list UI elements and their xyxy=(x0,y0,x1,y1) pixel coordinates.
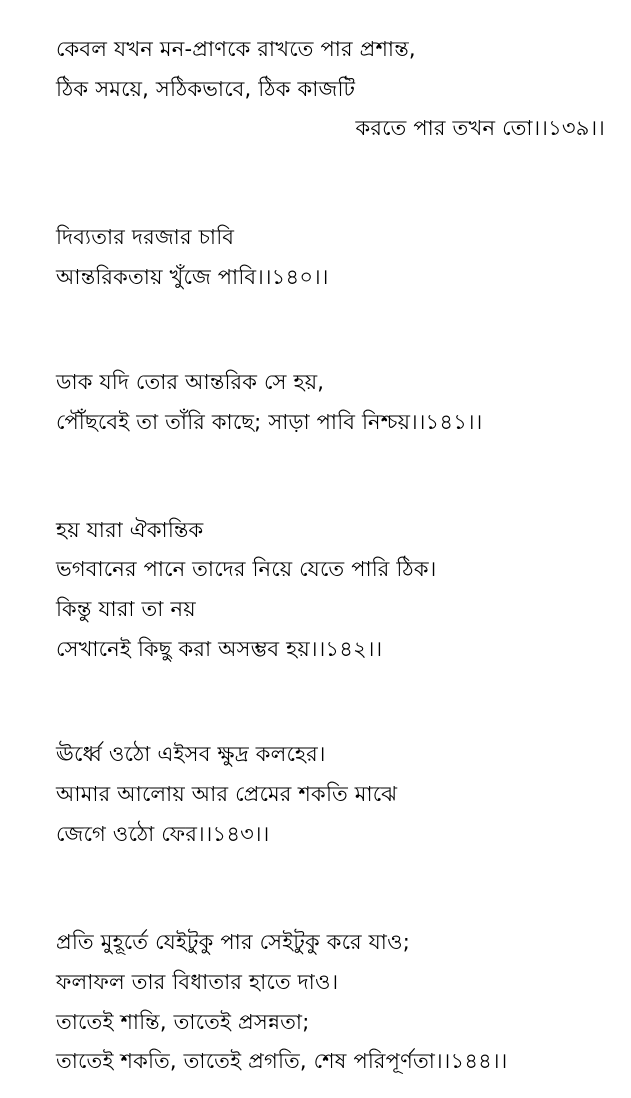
verse-142-line-4: সেখানেই কিছু করা অসম্ভব হয়।।১৪২।। xyxy=(56,637,383,661)
verse-142-line-1: হয় যারা ঐকান্তিক xyxy=(56,518,204,542)
verse-143-line-3: জেগে ওঠো ফের।।১৪৩।। xyxy=(56,822,270,846)
verse-144-line-1: প্রতি মুহূর্তে যেইটুকু পার সেইটুকু করে যাও; xyxy=(56,930,411,954)
verse-144-line-4: তাতেই শকতি, তাতেই প্রগতি, শেষ পরিপূর্ণতা।।১৪৪।। xyxy=(56,1049,508,1073)
verse-139-line-3: করতে পার তখন তো।।১৩৯।। xyxy=(355,116,605,140)
verse-142-line-2: ভগবানের পানে তাদের নিয়ে যেতে পারি ঠিক। xyxy=(56,557,437,581)
verse-142-line-3: কিন্তু যারা তা নয় xyxy=(56,597,196,621)
verse-144-line-3: তাতেই শান্তি, তাতেই প্রসন্নতা; xyxy=(56,1010,310,1034)
verse-140-line-1: দিব্যতার দরজার চাবি xyxy=(56,225,235,249)
verse-139-line-2: ঠিক সময়ে, সঠিকভাবে, ঠিক কাজটি xyxy=(56,77,356,101)
verse-141-line-2: পৌঁছবেই তা তাঁরি কাছে; সাড়া পাবি নিশ্চয়।।১৪১।। xyxy=(56,410,483,434)
verse-143-line-1: ঊর্ধ্বে ওঠো এইসব ক্ষুদ্র কলহের। xyxy=(56,742,326,766)
verse-139-line-1: কেবল যখন মন-প্রাণকে রাখতে পার প্রশান্ত, xyxy=(56,37,416,61)
verse-141-line-1: ডাক যদি তোর আন্তরিক সে হয়, xyxy=(56,370,325,394)
verse-144-line-2: ফলাফল তার বিধাতার হাতে দাও। xyxy=(56,970,339,994)
verse-140-line-2: আন্তরিকতায় খুঁজে পাবি।।১৪০।। xyxy=(56,265,329,289)
verse-143-line-2: আমার আলোয় আর প্রেমের শকতি মাঝে xyxy=(56,782,398,806)
